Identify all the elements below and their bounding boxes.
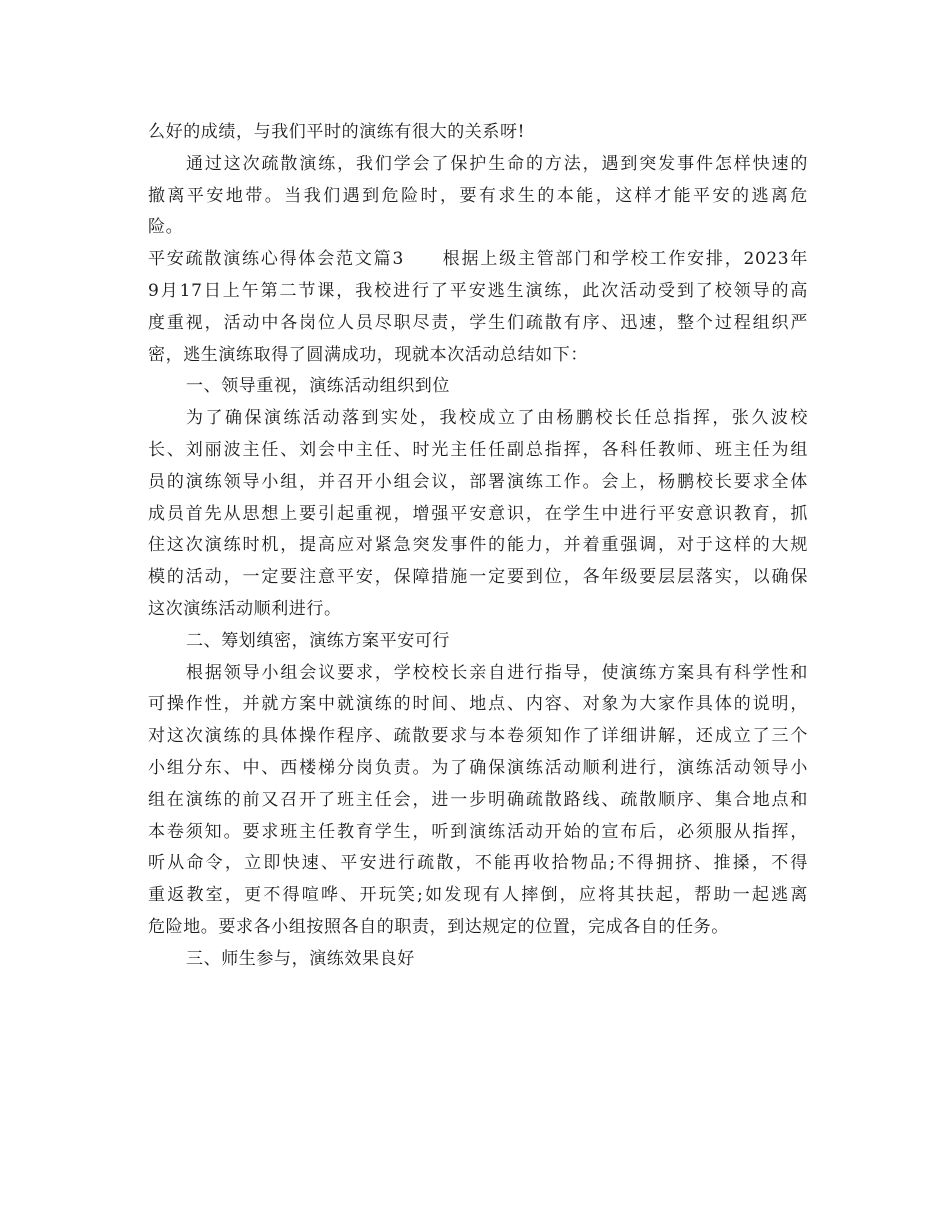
text-line: 险。 (148, 217, 184, 238)
text-line: 一、领导重视，演练活动组织到位 (186, 376, 450, 397)
text-line: 听从命令，立即快速、平安进行疏散，不能再收拾物品;不得拥挤、推搡，不得 (148, 853, 808, 874)
text-line: 成员首先从思想上要引起重视，增强平安意识，在学生中进行平安意识教育，抓 (148, 503, 808, 524)
text-line: 为了确保演练活动落到实处，我校成立了由杨鹏校长任总指挥，张久波校 (186, 408, 808, 429)
text-line: 重返教室，更不得喧哗、开玩笑;如发现有人摔倒，应将其扶起，帮助一起逃离 (148, 885, 808, 906)
text-line: 模的活动，一定要注意平安，保障措施一定要到位，各年级要层层落实，以确保 (148, 567, 808, 588)
text-line: 长、刘丽波主任、刘会中主任、时光主任任副总指挥，各科任教师、班主任为组 (148, 439, 808, 460)
text-line: 二、筹划缜密，演练方案平安可行 (186, 630, 450, 651)
text-line: 平安疏散演练心得体会范文篇3 根据上级主管部门和学校工作安排，2023年 (148, 249, 808, 270)
text-line: 么好的成绩，与我们平时的演练有很大的关系呀! (148, 122, 526, 142)
text-line: 本卷须知。要求班主任教育学生，听到演练活动开始的宣布后，必须服从指挥， (148, 821, 808, 842)
text-line: 三、师生参与，演练效果良好 (186, 948, 415, 969)
document-page (148, 117, 808, 976)
text-line: 组在演练的前又召开了班主任会，进一步明确疏散路线、疏散顺序、集合地点和 (148, 789, 808, 810)
text-line: 危险地。要求各小组按照各自的职责，到达规定的位置，完成各自的任务。 (148, 916, 729, 937)
text-line: 密，逃生演练取得了圆满成功，现就本次活动总结如下： (148, 344, 588, 365)
text-line: 这次演练活动顺利进行。 (148, 598, 342, 619)
text-line: 员的演练领导小组，并召开小组会议，部署演练工作。会上，杨鹏校长要求全体 (148, 471, 808, 492)
text-line: 通过这次疏散演练，我们学会了保护生命的方法，遇到突发事件怎样快速的 (186, 153, 808, 174)
text-line: 对这次演练的具体操作程序、疏散要求与本卷须知作了详细讲解，还成立了三个 (148, 726, 808, 747)
text-line: 小组分东、中、西楼梯分岗负责。为了确保演练活动顺利进行，演练活动领导小 (148, 757, 808, 778)
text-line: 根据领导小组会议要求，学校校长亲自进行指导，使演练方案具有科学性和 (186, 662, 808, 683)
text-line: 住这次演练时机，提高应对紧急突发事件的能力，并着重强调，对于这样的大规 (148, 535, 808, 556)
text-line: 度重视，活动中各岗位人员尽职尽责，学生们疏散有序、迅速，整个过程组织严 (148, 312, 808, 333)
text-line: 可操作性，并就方案中就演练的时间、地点、内容、对象为大家作具体的说明， (148, 694, 808, 715)
text-line: 撤离平安地带。当我们遇到危险时，要有求生的本能，这样才能平安的逃离危 (148, 185, 808, 206)
text-line: 9月17日上午第二节课，我校进行了平安逃生演练，此次活动受到了校领导的高 (148, 280, 808, 301)
